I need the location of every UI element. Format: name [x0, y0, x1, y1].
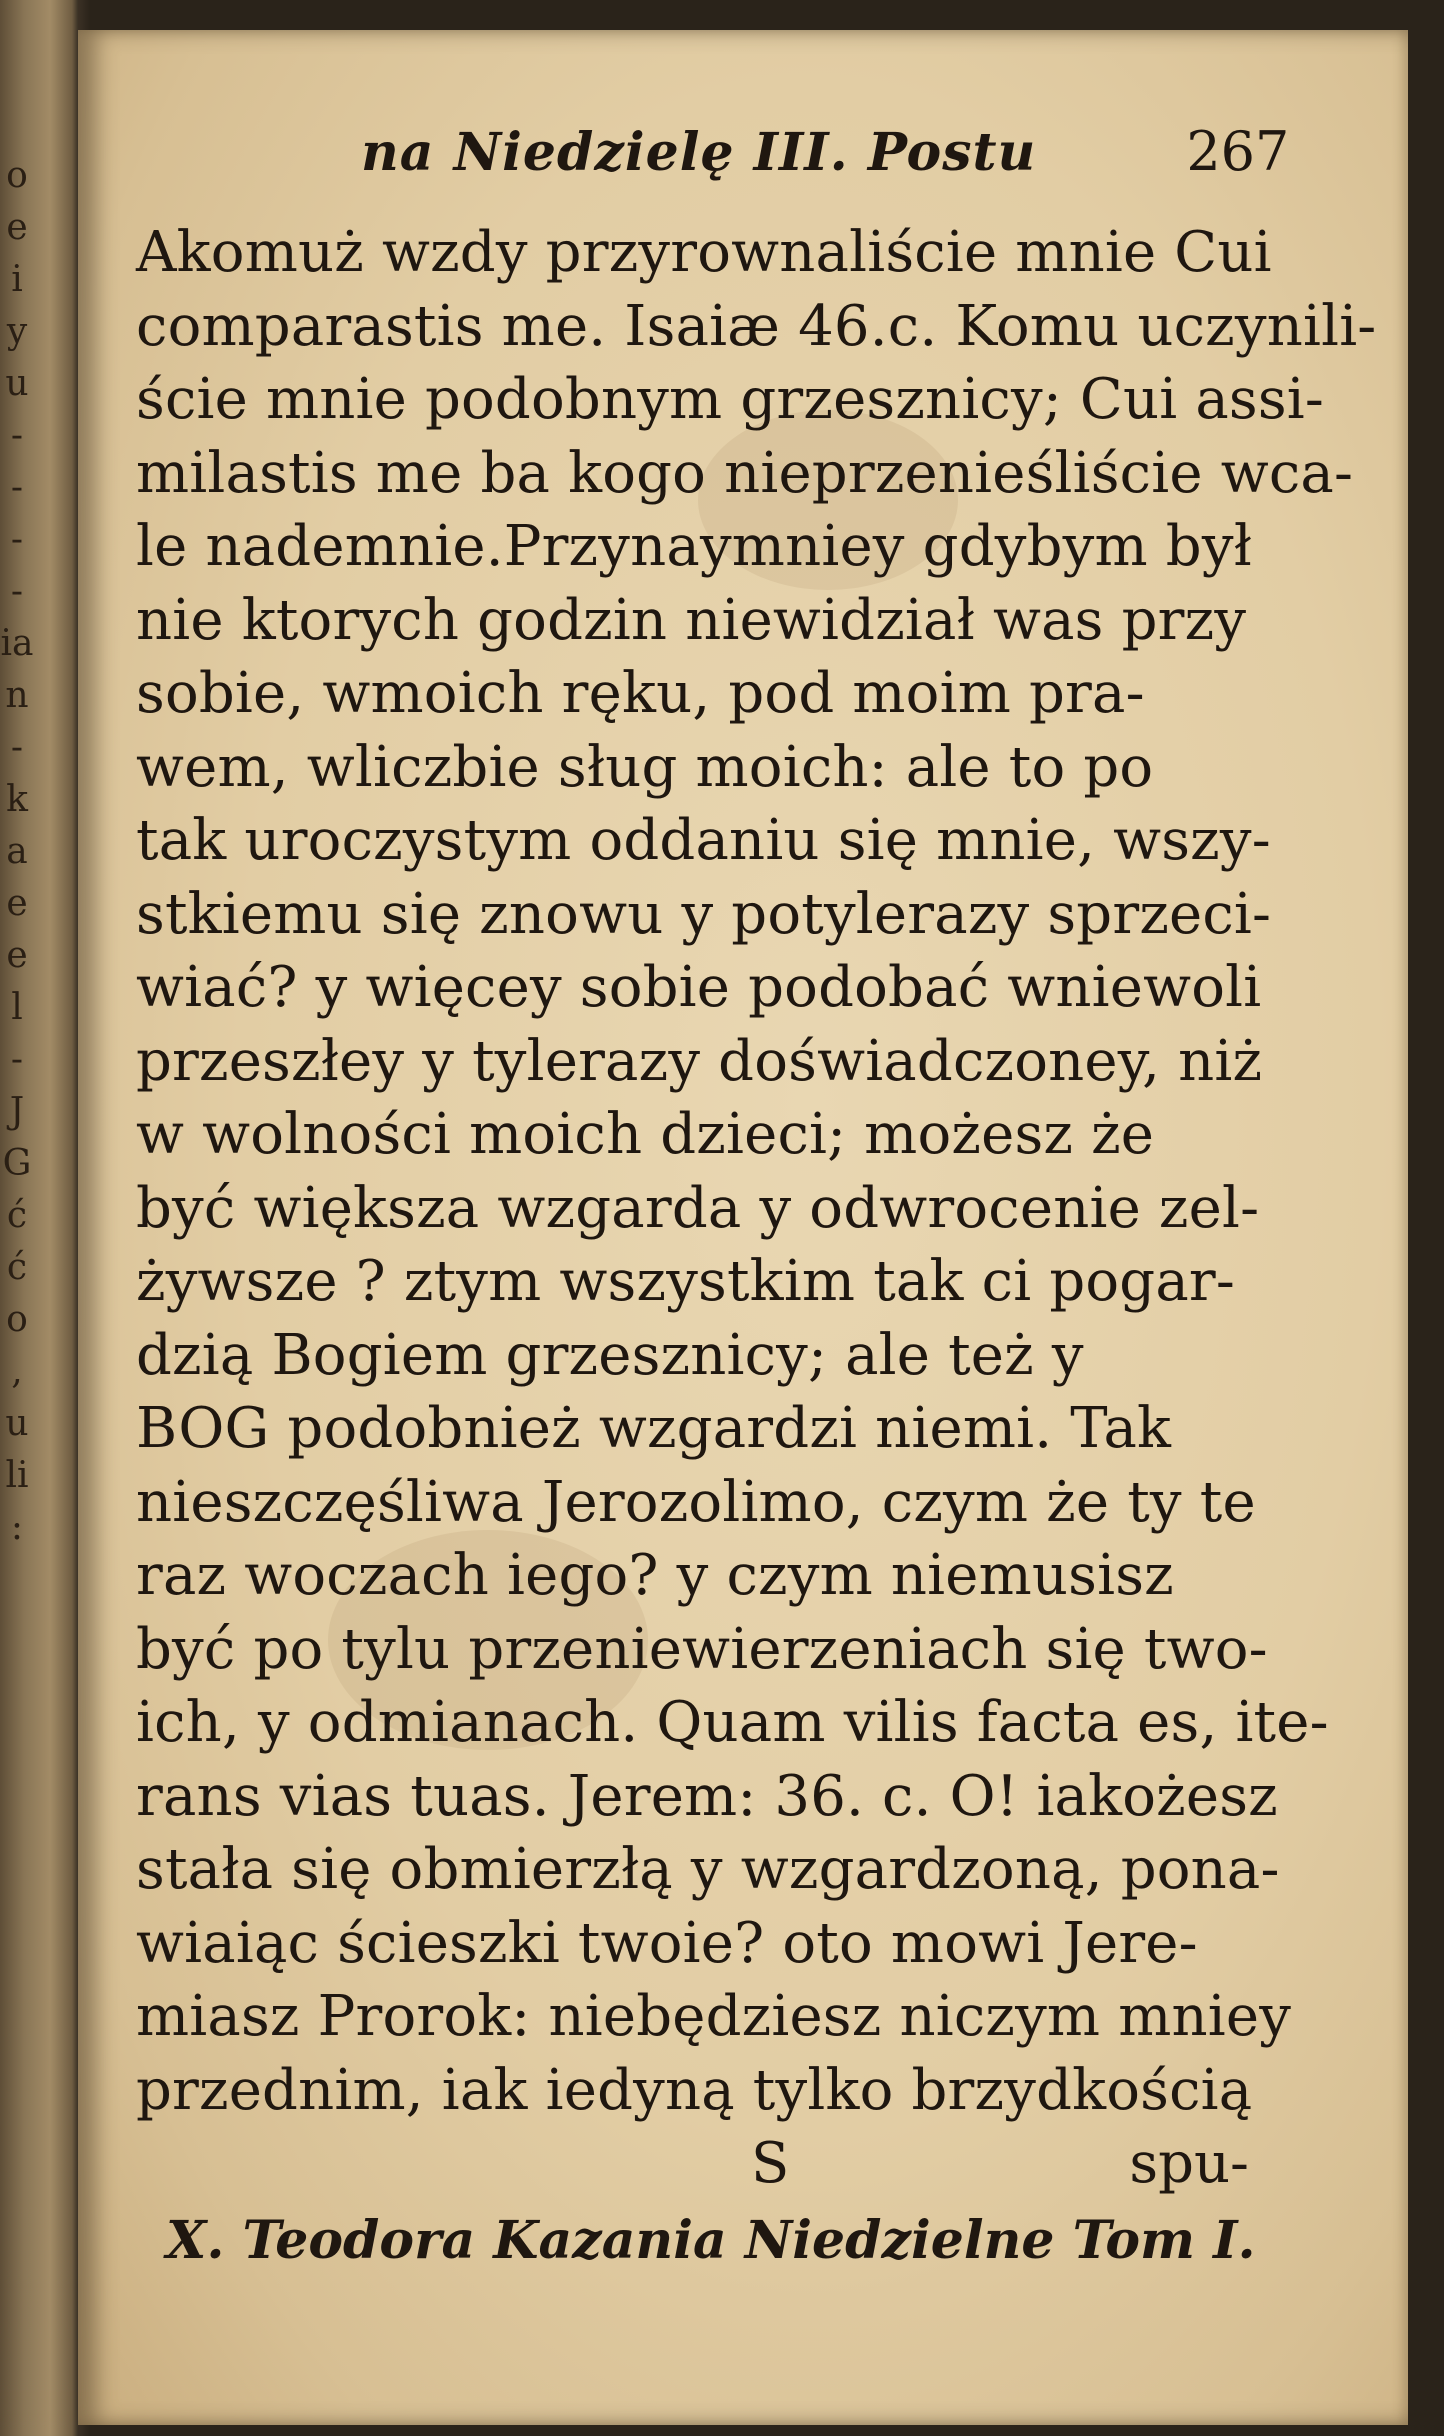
facing-margin-char: o	[6, 155, 28, 196]
page-text-block	[136, 120, 1377, 2281]
text-line: wiaiąc ścieszki twoie? oto mowi Jere-	[136, 1910, 1198, 1976]
facing-margin-char: J	[9, 1091, 25, 1132]
facing-margin-char: y	[6, 311, 28, 352]
text-line: tak uroczystym oddaniu się mnie, wszy-	[136, 808, 1271, 873]
page-number: 267	[1186, 120, 1290, 183]
text-line: dzią Bogiem grzesznicy; ale też y	[136, 1322, 1084, 1388]
facing-margin-char: li	[5, 1455, 29, 1496]
facing-margin-char: ,	[11, 1351, 23, 1392]
facing-margin-char: ć	[6, 1247, 28, 1288]
text-line: le nademnie.Przynaymniey gdybym był	[136, 514, 1253, 579]
text-line: przednim, iak iedyną tylko brzydkością	[136, 2057, 1253, 2123]
book-page	[78, 30, 1408, 2425]
facing-margin-char: ć	[6, 1195, 28, 1236]
catchword: spu-	[1129, 2131, 1249, 2196]
facing-margin-char: -	[10, 415, 24, 456]
text-line: raz woczach iego? y czym niemusisz	[136, 1543, 1174, 1608]
facing-margin-char: e	[6, 935, 28, 976]
facing-margin-char: e	[6, 883, 28, 924]
running-head-title: na Niedzielę III. Postu	[361, 122, 1037, 183]
facing-margin-char: i	[11, 259, 23, 300]
footer-title: X. Teodora Kazania Niedzielne Tom I.	[166, 2209, 1256, 2271]
text-line: w wolności moich dzieci; możesz że	[136, 1102, 1155, 1167]
facing-margin-char: n	[5, 675, 29, 716]
facing-margin-char: k	[6, 779, 28, 820]
text-line: nie ktorych godzin niewidział was przy	[136, 587, 1247, 653]
text-line: stała się obmierzłą y wzgardzoną, pona-	[136, 1837, 1280, 1902]
facing-margin-char: u	[5, 1403, 29, 1444]
facing-margin-char: u	[5, 363, 29, 404]
facing-margin-char: -	[10, 519, 24, 560]
text-line: nieszczęśliwa Jerozolimo, czym że ty te	[136, 1469, 1256, 1535]
facing-margin-char: -	[10, 571, 24, 612]
text-line: stkiemu się znowu y potylerazy sprzeci-	[136, 881, 1272, 947]
text-line: przeszłey y tylerazy doświadczoney, niż	[136, 1028, 1263, 1094]
facing-margin-char: :	[10, 1507, 24, 1548]
text-line: wiać? y więcey sobie podobać wniewoli	[136, 955, 1262, 1020]
text-line: żywsze ? ztym wszystkim tak ci pogar-	[136, 1249, 1236, 1314]
text-line: Akomuż wzdy przyrownaliście mnie Cui	[136, 220, 1272, 285]
text-line: ich, y odmianach. Quam vilis facta es, ite-	[136, 1690, 1329, 1755]
facing-margin-char: -	[10, 1039, 24, 1080]
signature-line	[136, 2127, 1356, 2201]
text-line: milastis me ba kogo nieprzenieśliście wca-	[136, 440, 1354, 506]
text-line: sobie, wmoich ręku, pod moim pra-	[136, 661, 1145, 726]
text-line: być większa wzgarda y odwrocenie zel-	[136, 1175, 1260, 1241]
facing-margin-char: -	[10, 727, 24, 768]
facing-margin-char: ia	[0, 623, 34, 664]
facing-page-margin-text	[0, 150, 34, 1554]
facing-margin-char: e	[6, 207, 28, 248]
text-line: BOG podobnież wzgardzi niemi. Tak	[136, 1396, 1172, 1461]
body-text	[136, 216, 1377, 2127]
text-line: miasz Prorok: niebędziesz niczym mniey	[136, 1984, 1292, 2049]
running-head	[136, 120, 1356, 216]
text-line: być po tylu przeniewierzeniach się two-	[136, 1616, 1268, 1682]
text-line: rans vias tuas. Jerem: 36. c. O! iakożesz	[136, 1763, 1278, 1829]
signature-mark: S	[751, 2131, 790, 2196]
text-line: wem, wliczbie sług moich: ale to po	[136, 734, 1154, 800]
facing-margin-char: a	[6, 831, 28, 872]
facing-margin-char: o	[6, 1299, 28, 1340]
text-line: ście mnie podobnym grzesznicy; Cui assi-	[136, 367, 1325, 432]
facing-margin-char: G	[2, 1143, 32, 1184]
facing-page-edge	[0, 0, 78, 2436]
text-line: comparastis me. Isaiæ 46.c. Komu uczynili-	[136, 293, 1377, 359]
facing-margin-char: l	[11, 987, 23, 1028]
facing-margin-char: -	[10, 467, 24, 508]
